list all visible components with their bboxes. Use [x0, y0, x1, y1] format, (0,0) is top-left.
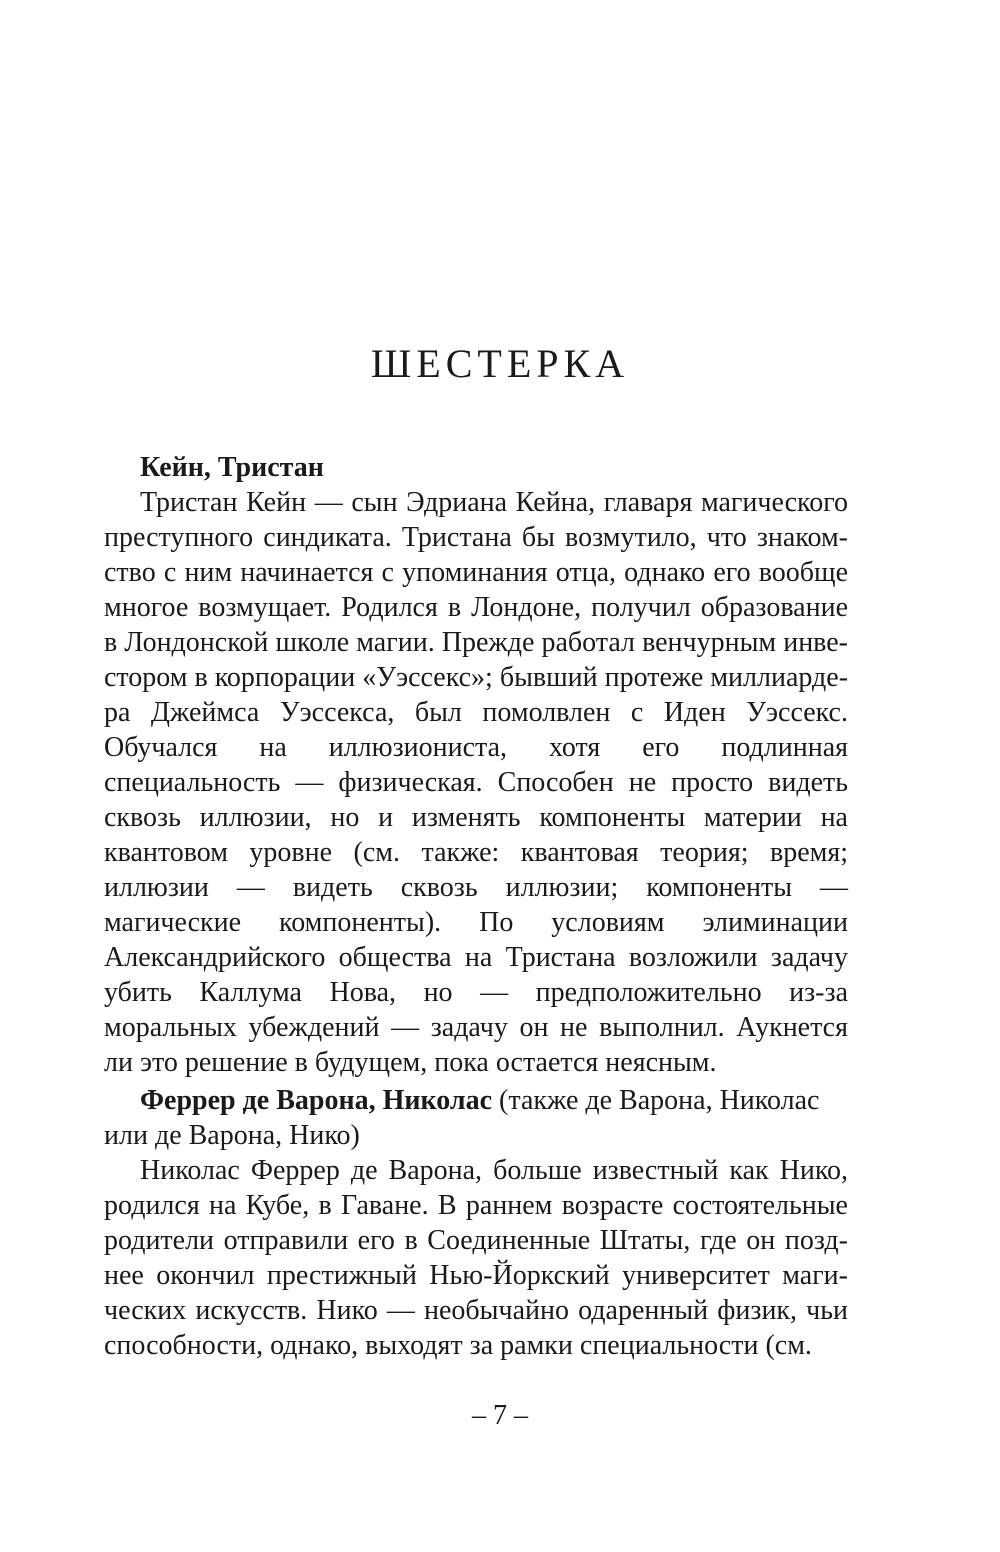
entry-heading — [104, 1083, 848, 1153]
entry-name: Кейн, Тристан — [140, 452, 324, 483]
glossary-entry — [104, 1083, 848, 1363]
entry-body: Николас Феррер де Варона, больше известный как Нико, родился на Кубе, в Гаване. В раннем возрасте состоятельные родители отправили его в Соединенные Штаты, где он позднее окончил престижный Нью-Йоркский университет магических искусств. Нико — необычайно одаренный физик, чьи способности, однако, выходят за рамки специальности (см. — [104, 1155, 848, 1361]
entry-body: Тристан Кейн — сын Эдриана Кейна, главаря магического преступного синдиката. Тристана бы возмутило, что знакомство с ним начинается с упоминания отца, однако его вообще многое возмущает. Родился в Лондоне, получил образование в Лондонской школе магии. Прежде работал венчурным инвестором в корпорации «Уэссекс»; бывший протеже миллиардера Джеймса Уэссекса, был помолвлен с Иден Уэссекс. Обучался на иллюзиониста, хотя его подлинная специальность — физическая. Способен не просто видеть сквозь иллюзии, но и изменять компоненты материи на квантовом уровне (см. также: квантовая теория; время; иллюзии — видеть сквозь иллюзии; компоненты — магические компоненты). По условиям элиминации Александрийского общества на Тристана возложили задачу убить Каллума Нова, но — предположительно из-за моральных убеждений — задачу он не выполнил. Аукнется ли это решение в будущем, пока остается неясным. — [104, 487, 849, 1078]
entry-heading — [104, 450, 848, 485]
entry-name: Феррер де Варона, Николас — [140, 1085, 493, 1116]
page-number: – 7 – — [472, 1400, 528, 1431]
glossary-entry — [104, 450, 848, 1080]
chapter-title: ШЕСТЕРКА — [370, 341, 630, 386]
entry-alias: (также де Варона, Николас или де Варона, Нико) — [104, 1085, 820, 1151]
